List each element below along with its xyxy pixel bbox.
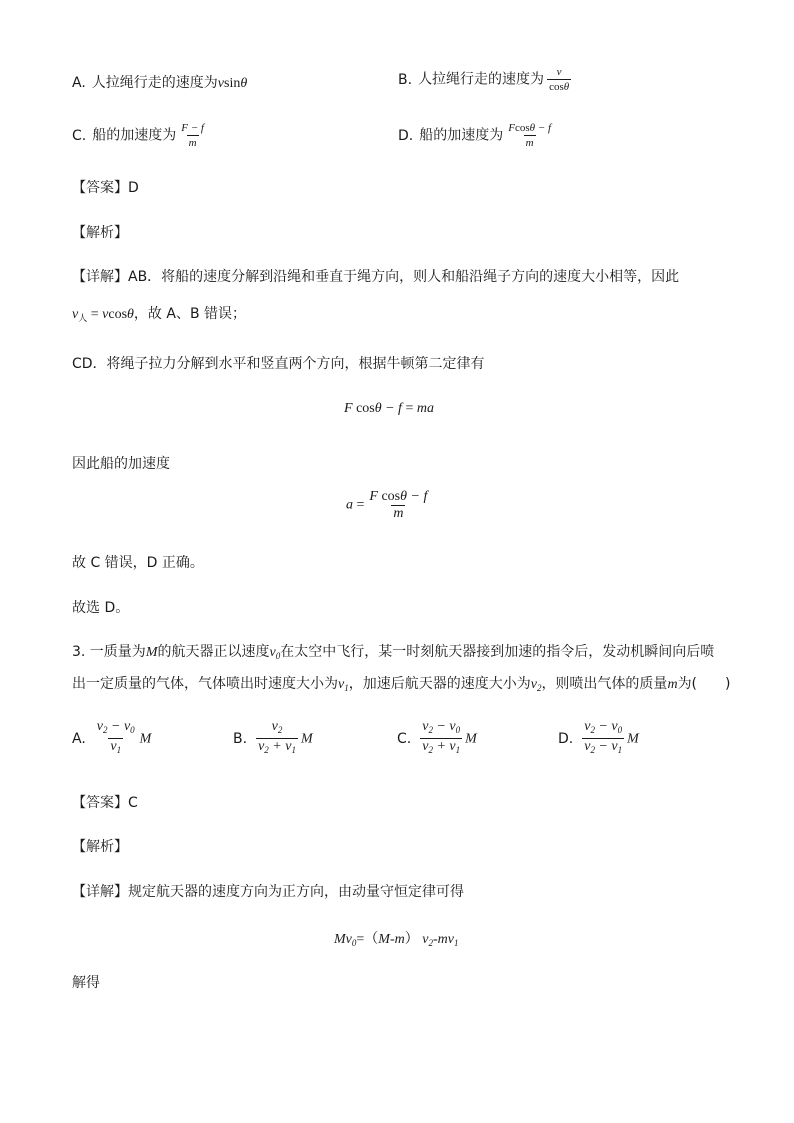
symbol-v2: $v_2$ <box>530 677 542 693</box>
option-letter: A. <box>72 730 86 747</box>
stem-text: 3. 一质量为 <box>72 644 146 660</box>
option-letter: B. <box>398 71 413 88</box>
q2-option-c <box>72 122 209 149</box>
q2-detail-line-2 <box>72 303 246 324</box>
q3-stem-line-2 <box>72 673 731 693</box>
q3-option-a: A. $\frac{v_2 - v_0}{v_1}$ M <box>72 719 152 755</box>
stem-text: 为( ) <box>677 676 731 692</box>
formula-fcos-minus-f-over-m: $\frac{Fcos\theta - f}{m}$ <box>508 122 552 149</box>
symbol-M: M <box>145 645 158 660</box>
q2-detail-line-6: 故选 D。 <box>72 600 130 616</box>
fraction: $\frac{v_2 - v_0}{v_2 - v_1}$ <box>584 719 623 755</box>
stem-text: 出一定质量的气体，气体喷出时速度大小为 <box>72 676 338 692</box>
formula-v-over-cos: $\frac{v}{\cos\theta}$ <box>549 66 570 93</box>
symbol-v0: $v_0$ <box>269 645 281 661</box>
option-letter: B. <box>233 730 248 747</box>
formula-v-person: $v_人 = vcos\theta$ <box>72 307 134 323</box>
equation-acceleration: a = $\frac{\text{F cosθ − f}}{m}$ <box>346 489 428 521</box>
stem-text: ，加速后航天器的速度大小为 <box>348 676 531 692</box>
stem-text: 在太空中飞行，某一时刻航天器接到加速的指令后，发动机瞬间向后喷 <box>280 644 715 660</box>
q2-option-b <box>398 66 574 93</box>
option-letter: A. <box>72 75 86 91</box>
equation-momentum-conservation: $Mv_0=(M-m)$ $v_2-mv_1$ <box>334 932 459 948</box>
formula-vsin: vsinθ <box>217 76 248 91</box>
q3-detail-line-2: 解得 <box>72 975 100 991</box>
q2-option-a <box>72 72 247 92</box>
q3-stem-line-1 <box>72 641 714 661</box>
q2-detail-line-3: CD．将绳子拉力分解到水平和竖直两个方向，根据牛顿第二定律有 <box>72 356 485 372</box>
formula-f-minus-f-over-m: $\frac{F - f}{m}$ <box>181 122 204 149</box>
option-letter: D. <box>558 730 574 747</box>
option-text: 船的加速度为 <box>92 127 177 144</box>
fraction: $\frac{\text{F cosθ − f}}{m}$ <box>369 489 428 521</box>
option-letter: C. <box>397 730 412 747</box>
q2-answer: 【答案】D <box>72 180 139 196</box>
symbol-m: m <box>667 677 678 692</box>
q2-detail-line-5: 故 C 错误，D 正确。 <box>72 555 204 571</box>
option-text: 人拉绳行走的速度为 <box>418 71 545 88</box>
q2-option-d <box>398 122 556 149</box>
detail-tail: ，故 A、B 错误； <box>133 306 247 322</box>
stem-text: ，则喷出气体的质量 <box>541 676 668 692</box>
option-letter: D. <box>398 127 414 144</box>
fraction: $\frac{v_2 - v_0}{v_2 + v_1}$ <box>422 719 461 755</box>
q3-analysis-heading: 【解析】 <box>72 839 128 855</box>
q3-option-d: D. $\frac{v_2 - v_0}{v_2 - v_1}$ M <box>558 719 639 755</box>
symbol-v1: $v_1$ <box>338 677 349 693</box>
q3-option-b: B. $\frac{v_2}{v_2 + v_1}$ M <box>233 719 313 755</box>
option-text: 船的加速度为 <box>419 127 504 144</box>
q3-answer: 【答案】C <box>72 795 138 811</box>
equation-newton-second-law: F cosθ − f = ma <box>344 401 434 416</box>
q2-analysis-heading: 【解析】 <box>72 225 128 241</box>
q3-detail-line-1: 【详解】规定航天器的速度方向为正方向，由动量守恒定律可得 <box>72 884 464 900</box>
option-letter: C. <box>72 127 87 144</box>
q2-detail-line-1: 【详解】AB．将船的速度分解到沿绳和垂直于绳方向，则人和船沿绳子方向的速度大小相等，因此 <box>72 269 680 285</box>
option-text: 人拉绳行走的速度为 <box>91 75 218 91</box>
stem-text: 的航天器正以速度 <box>157 644 270 660</box>
fraction: $\frac{v_2}{v_2 + v_1}$ <box>258 719 296 755</box>
fraction: $\frac{v_2 - v_0}{v_1}$ <box>96 719 135 755</box>
q2-detail-line-4: 因此船的加速度 <box>72 456 170 472</box>
q3-option-c: C. $\frac{v_2 - v_0}{v_2 + v_1}$ M <box>397 719 477 755</box>
